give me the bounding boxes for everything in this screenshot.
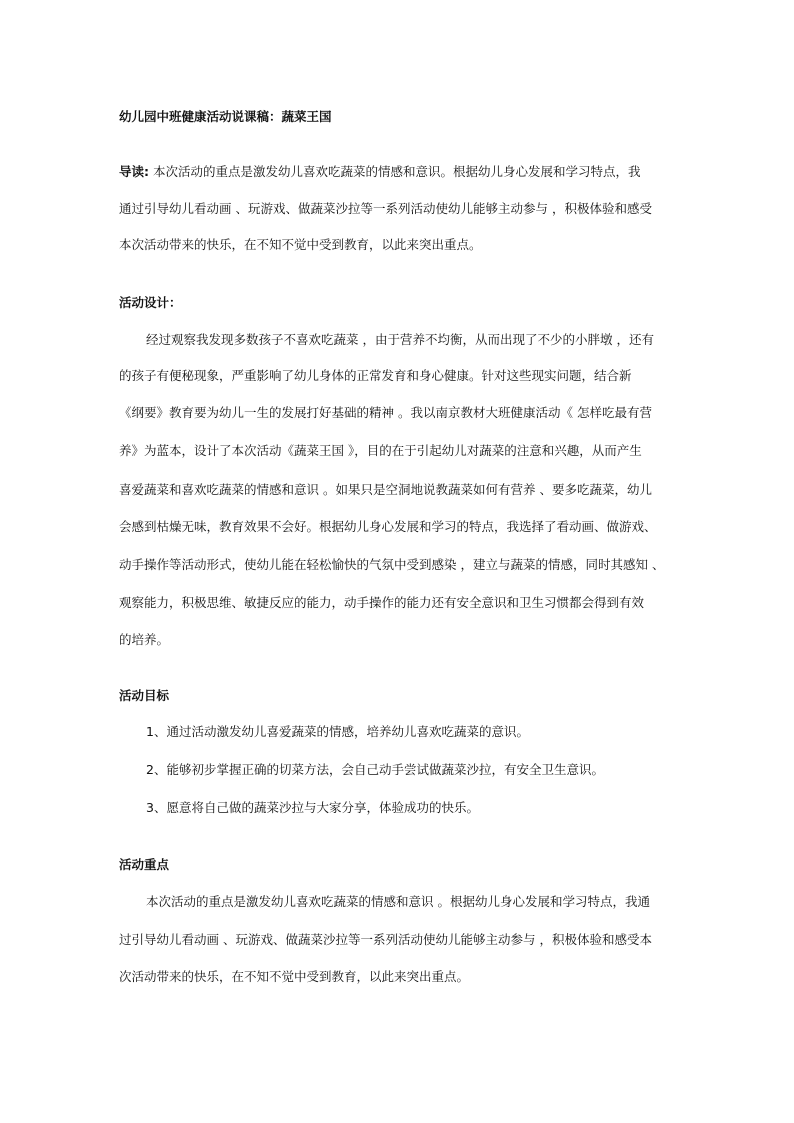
goals-heading: 活动目标: [119, 688, 170, 703]
design-line-9: 的培养。: [119, 632, 170, 647]
document-title: 幼儿园中班健康活动说课稿：蔬菜王国: [119, 109, 332, 124]
goals-item-3: 3、愿意将自己做的蔬菜沙拉与大家分享，体验成功的快乐。: [146, 800, 479, 815]
intro-text-1: 本次活动的重点是激发幼儿喜欢吃蔬菜的情感和意识。根据幼儿身心发展和学习特点，我: [149, 164, 641, 179]
focus-line-1: 本次活动的重点是激发幼儿喜欢吃蔬菜的情感和意识 。根据幼儿身心发展和学习特点，我通: [146, 894, 650, 909]
design-line-3: 《纲要》教育要为幼儿一生的发展打好基础的精神 。我以南京教材大班健康活动《 怎样吃最有营: [119, 405, 652, 420]
design-line-5: 喜爱蔬菜和喜欢吃蔬菜的情感和意识 。如果只是空洞地说教蔬菜如何有营养 、要多吃蔬菜，幼儿: [119, 482, 652, 497]
design-line-8: 观察能力，积极思维、敏捷反应的能力，动手操作的能力还有安全意识和卫生习惯都会得到有效: [119, 595, 645, 610]
focus-line-2: 过引导幼儿看动画 、玩游戏、做蔬菜沙拉等一系列活动使幼儿能够主动参与 ，积极体验和感受本: [119, 932, 652, 947]
design-line-2: 的孩子有便秘现象，严重影响了幼儿身体的正常发育和身心健康。针对这些现实问题，结合新: [119, 368, 632, 383]
focus-heading: 活动重点: [119, 857, 170, 872]
design-line-1: 经过观察我发现多数孩子不喜欢吃蔬菜 ，由于营养不均衡，从而出现了不少的小胖墩 ，还有: [146, 332, 654, 347]
intro-line-1: [119, 163, 679, 181]
design-heading: 活动设计：: [119, 295, 182, 310]
goals-item-2: 2、能够初步掌握正确的切菜方法，会自己动手尝试做蔬菜沙拉，有安全卫生意识。: [146, 762, 604, 777]
design-line-4: 养》为蓝本，设计了本次活动《蔬菜王国 》，目的在于引起幼儿对蔬菜的注意和兴趣，从而产生: [119, 443, 642, 458]
intro-line-3: 本次活动带来的快乐，在不知不觉中受到教育，以此来突出重点。: [119, 237, 482, 252]
goals-item-1: 1、通过活动激发幼儿喜爱蔬菜的情感，培养幼儿喜欢吃蔬菜的意识。: [146, 724, 529, 739]
intro-label: 导读:: [119, 164, 149, 179]
focus-line-3: 次活动带来的快乐，在不知不觉中受到教育，以此来突出重点。: [119, 969, 470, 984]
design-line-7: 动手操作等活动形式，使幼儿能在轻松愉快的气氛中受到感染 ，建立与蔬菜的情感，同时其感知 、: [119, 557, 665, 572]
intro-line-2: 通过引导幼儿看动画 、玩游戏、做蔬菜沙拉等一系列活动使幼儿能够主动参与 ，积极体验和感受: [119, 201, 652, 216]
design-line-6: 会感到枯燥无味，教育效果不会好。根据幼儿身心发展和学习的特点，我选择了看动画、做游戏、: [119, 519, 657, 534]
